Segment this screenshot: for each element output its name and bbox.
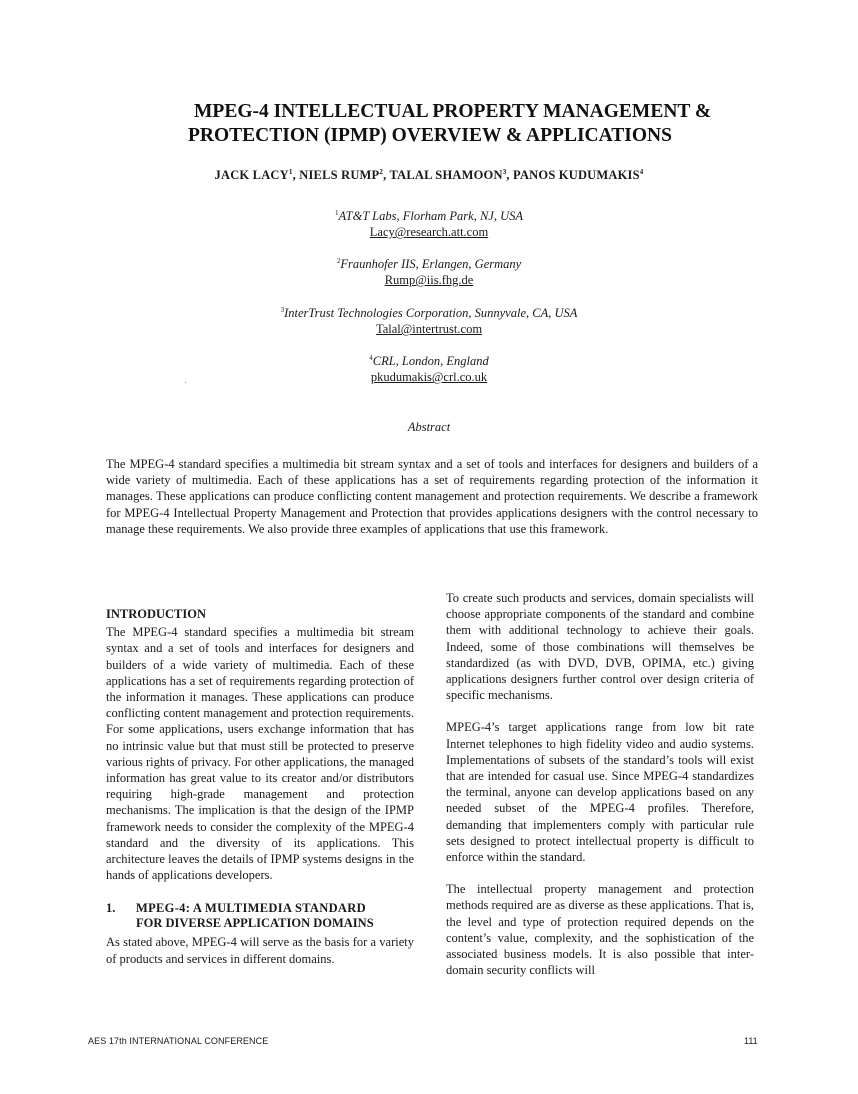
section-number: 1. [106, 901, 116, 916]
affiliation-name: Fraunhofer IIS, Erlangen, Germany [340, 257, 522, 272]
body-paragraph: MPEG-4’s target applications range from low bit rate Internet telephones to high fidelity video and audio systems. Implementations of subsets of the standard’s tools will exist that are intended for casual use. Since MPEG-4 standardizes the terminal, anyone can develop applications based on any needed subset of the MPEG-4 profiles. Therefore, demanding that implementers comply with particular rule sets designed to protect intellectual property is difficult to enforce within the standard. [446, 720, 754, 865]
page-number: 111 [744, 1036, 758, 1046]
affiliation-2: $^2$Fraunhofer IIS, Erlangen, Germany Rump@iis.fhg.de [0, 253, 858, 288]
paper-title [188, 100, 748, 148]
stray-dot [185, 382, 186, 383]
author: NIELS RUMP$^2$, [299, 168, 390, 183]
introduction-heading: INTRODUCTION [106, 607, 207, 621]
author: PANOS KUDUMAKIS$^4$ [513, 168, 644, 183]
body-paragraph: To create such products and services, domain specialists will choose appropriate components of the standard and combine them with additional technology to achieve their goals. Indeed, some of those combinations will themselves be standardized (as with DVD, DVB, OPIMA, etc.) giving applications designers further control over design criteria of specific mechanisms. [446, 591, 754, 703]
abstract-heading: Abstract [407, 420, 451, 434]
left-column [106, 606, 414, 967]
body-paragraph: The intellectual property management and protection methods required are as diverse as these applications. That is, the level and type of protection required depends on the content’s value, complexity, and the sophistication of the associated business models. It is also possible that inter-domain security conflicts will [446, 882, 754, 978]
affiliation-4: $^4$CRL, London, England pkudumakis@crl.co.uk [0, 350, 858, 385]
title-line-2: PROTECTION (IPMP) OVERVIEW & APPLICATIONS [188, 125, 672, 146]
conference-footer: AES 17th INTERNATIONAL CONFERENCE [88, 1036, 269, 1046]
affiliation-email[interactable]: pkudumakis@crl.co.uk [370, 370, 488, 385]
affiliation-email[interactable]: Talal@intertrust.com [375, 322, 483, 337]
abstract-text: The MPEG-4 standard specifies a multimedia bit stream syntax and a set of tools and interfaces for designers and builders of a wide variety of multimedia. Each of these applications has a set of requirements regarding protection of the information it manages. These applications can produce conflicting content management and protection requirements. We describe a framework for MPEG-4 Intellectual Property Management and Protection that provides applications designers with the control necessary to manage these requirements. We also provide three examples of applications that use this framework. [106, 457, 758, 536]
author: TALAL SHAMOON$^3$, [389, 168, 514, 183]
affiliation-name: AT&T Labs, Florham Park, NJ, USA [338, 209, 523, 224]
author-list [0, 168, 858, 183]
title-line-1: MPEG-4 INTELLECTUAL PROPERTY MANAGEMENT & [194, 101, 712, 122]
affiliation-name: CRL, London, England [372, 354, 489, 369]
affiliation-1: $^1$AT&T Labs, Florham Park, NJ, USA Lacy@research.att.com [0, 205, 858, 240]
affiliation-3: $^3$InterTrust Technologies Corporation, Sunnyvale, CA, USA Talal@intertrust.com [0, 302, 858, 337]
right-column [446, 590, 754, 978]
section-1-heading: 1. MPEG-4: A MULTIMEDIA STANDARD FOR DIVERSE APPLICATION DOMAINS [106, 901, 374, 931]
author: JACK LACY$^1$, [214, 168, 300, 183]
affiliation-email[interactable]: Lacy@research.att.com [369, 225, 489, 240]
affiliation-name: InterTrust Technologies Corporation, Sunnyvale, CA, USA [284, 306, 578, 321]
affiliation-email[interactable]: Rump@iis.fhg.de [384, 273, 474, 288]
introduction-paragraph: The MPEG-4 standard specifies a multimedia bit stream syntax and a set of tools and interfaces for designers and builders of a wide variety of multimedia. Each of these applications has a set of requirements regarding protection of the information it manages. These applications can produce conflicting content management and protection requirements. For some applications, users exchange information that has no intrinsic value but that must still be protected to preserve various rights of privacy. For other applications, the managed information has great value to its creator and/or distributors requiring high-grade management and protection mechanisms. The implication is that the design of the IPMP framework needs to consider the complexity of the MPEG-4 standard and the diversity of its applications. This architecture leaves the details of IPMP systems designs in the hands of applications developers. [106, 625, 414, 883]
section-1-paragraph: As stated above, MPEG-4 will serve as the basis for a variety of products and services in different domains. [106, 935, 414, 966]
